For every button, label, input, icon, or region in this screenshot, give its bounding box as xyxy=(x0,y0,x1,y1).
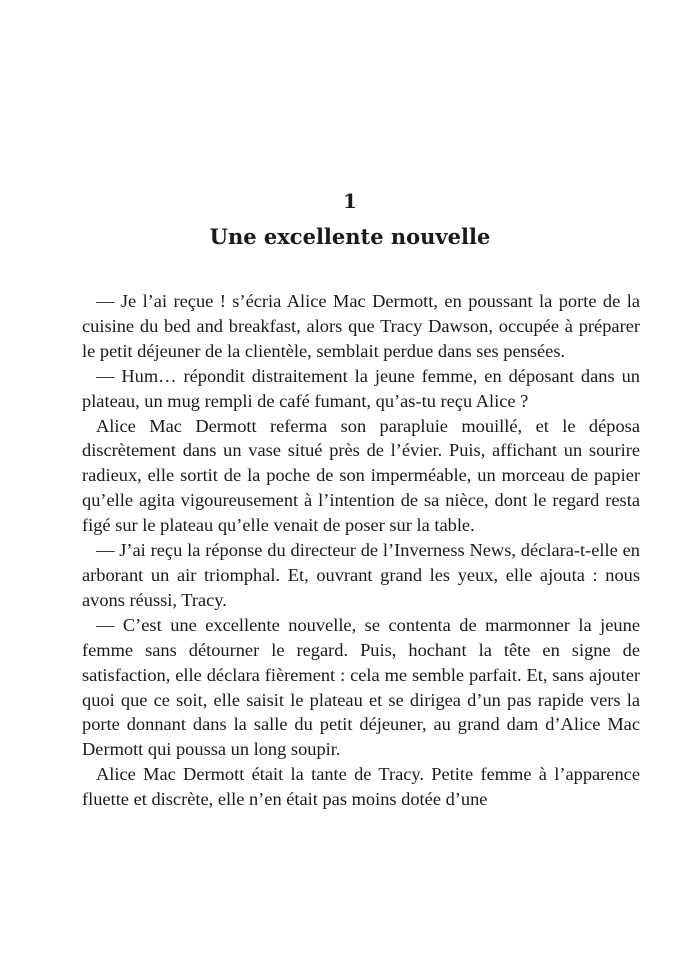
paragraph: — Je l’ai reçue ! s’écria Alice Mac Dermott, en poussant la porte de la cuisine du bed and breakfast, alors que Tracy Dawson, occupée à préparer le petit déjeuner de la clientèle, semblait perdue dans ses pensées. xyxy=(82,291,640,361)
chapter-body xyxy=(82,289,640,812)
paragraph: Alice Mac Dermott était la tante de Tracy. Petite femme à l’apparence fluette et discrète, elle n’en était pas moins dotée d’une xyxy=(82,764,640,810)
chapter-title: Une excellente nouvelle xyxy=(209,224,491,249)
paragraph: — C’est une excellente nouvelle, se contenta de marmonner la jeune femme sans détourner le regard. Puis, hochant la tête en signe de satisfaction, elle déclara fièrement : cela me semble parfait. Et, sans ajouter quoi que ce soit, elle saisit le plateau et se dirigea d’un pas rapide vers la porte donnant dans la salle du petit déjeuner, au grand dam d’Alice Mac Dermott qui poussa un long soupir. xyxy=(82,614,640,760)
paragraph: Alice Mac Dermott referma son parapluie mouillé, et le déposa discrètement dans un vase situé près de l’évier. Puis, affichant un sourire radieux, elle sortit de la poche de son imperméable, un morceau de papier qu’elle agita vigoureusement à l’intention de sa nièce, dont le regard resta figé sur le plateau qu’elle venait de poser sur la table. xyxy=(82,415,640,536)
paragraph: — J’ai reçu la réponse du directeur de l’Inverness News, déclara-t-elle en arborant un air triomphal. Et, ouvrant grand les yeux, elle ajouta : nous avons réussi, Tracy. xyxy=(82,540,640,610)
paragraph: — Hum… répondit distraitement la jeune femme, en déposant dans un plateau, un mug rempli de café fumant, qu’as-tu reçu Alice ? xyxy=(82,365,640,411)
chapter-number: 1 xyxy=(343,189,357,213)
